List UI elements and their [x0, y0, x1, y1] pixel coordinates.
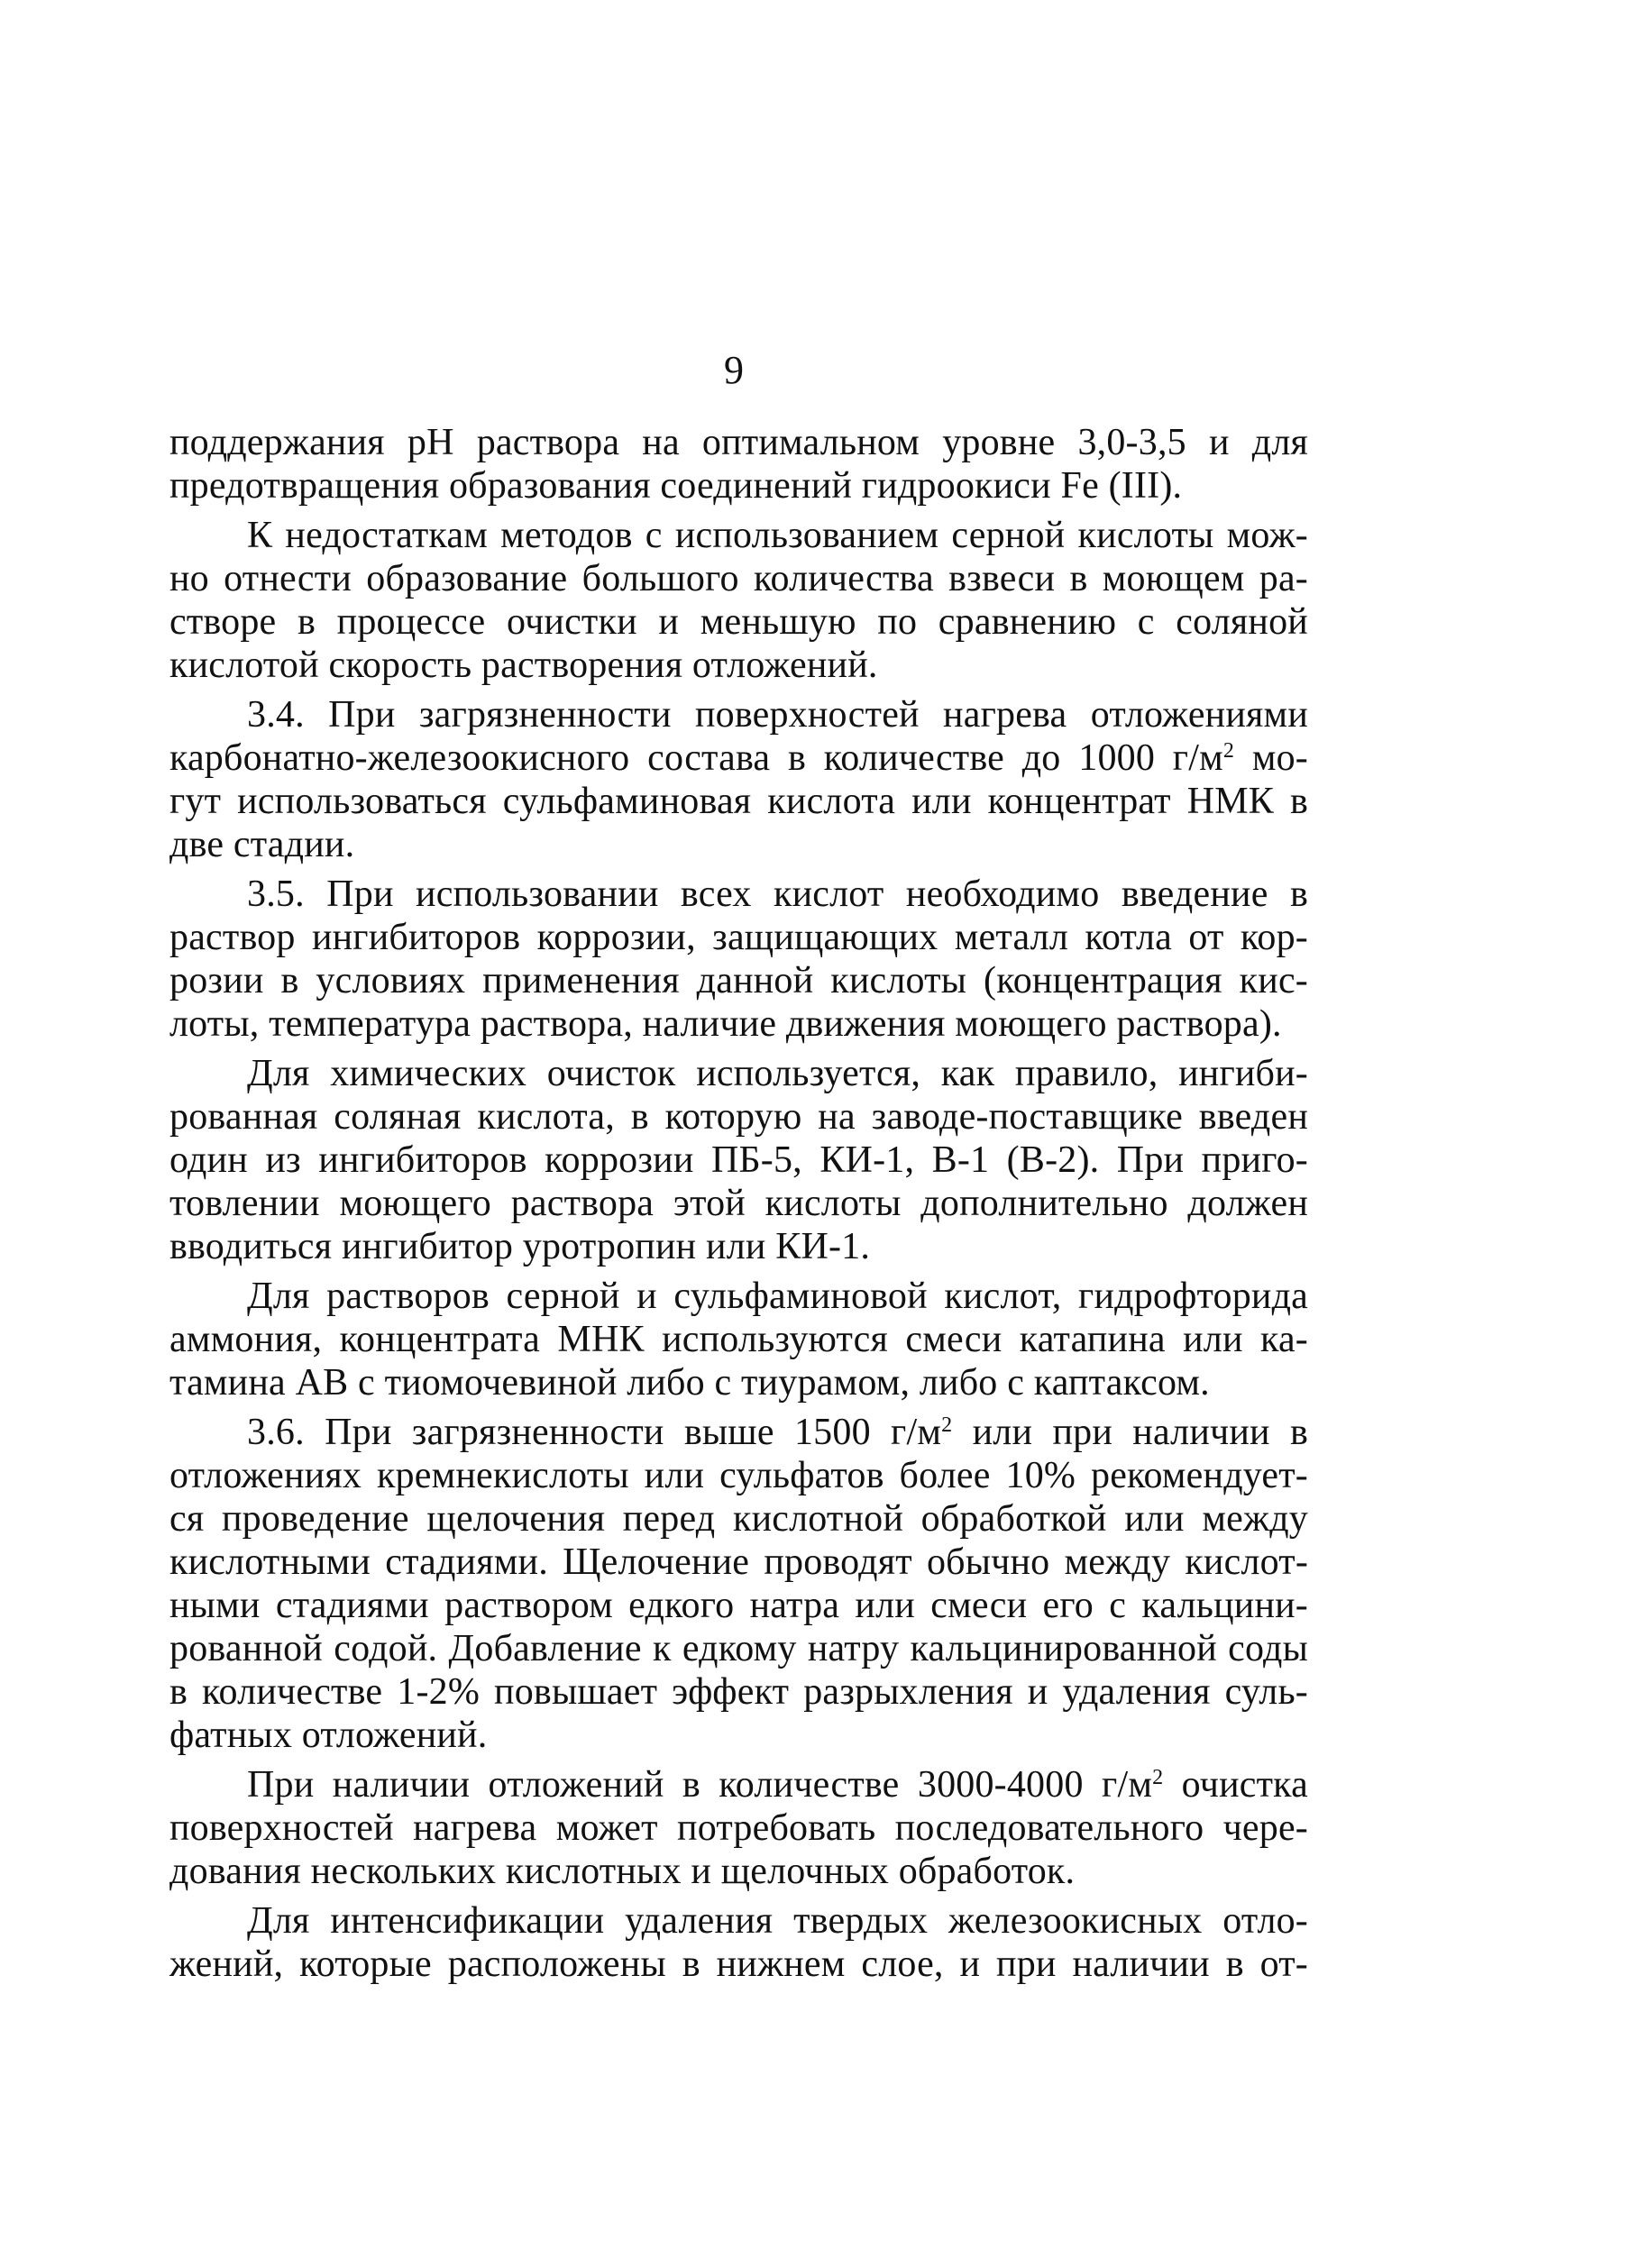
paragraph — [169, 693, 1308, 866]
paragraph — [169, 514, 1308, 687]
document-body — [169, 421, 1308, 1992]
text-line: ными стадиями раствором едкого натра или смеси его с кальцини- — [169, 1585, 1308, 1626]
paragraph — [169, 1275, 1308, 1404]
text-line: При наличии отложений в количестве 3000-4000 $г/м^2$ очистка — [247, 1764, 1308, 1806]
page-number: 9 — [724, 348, 744, 392]
text-line: гут использоваться сульфаминовая кислота или концентрат НМК в — [169, 781, 1308, 822]
text-line: в количестве 1-2% повышает эффект разрыхления и удаления суль- — [169, 1671, 1308, 1713]
text-line: раствор ингибиторов коррозии, защищающих металл котла от кор- — [169, 917, 1308, 958]
text-line: дования нескольких кислотных и щелочных обработок. — [169, 1851, 1076, 1892]
text-line: рованная соляная кислота, в которую на заводе-поставщике введен — [169, 1096, 1308, 1138]
text-line: поверхностей нагрева может потребовать последовательного чере- — [169, 1807, 1308, 1849]
text-line: Для химических очисток используется, как правило, ингиби- — [247, 1053, 1308, 1094]
text-line: отложениях кремнекислоты или сульфатов более 10% рекомендует- — [169, 1455, 1308, 1496]
text-line: кислотой скорость растворения отложений. — [169, 645, 878, 686]
text-line: 3.5. При использовании всех кислот необходимо введение в — [247, 873, 1308, 915]
text-line: рованной содой. Добавление к едкому натру кальцинированной соды — [169, 1628, 1308, 1669]
text-line: 3.6. При загрязненности выше 1500 $г/м^2$ или при наличии в — [247, 1412, 1309, 1453]
text-line: вводиться ингибитор уротропин или КИ-1. — [169, 1226, 871, 1267]
text-line: предотвращения образования соединений гидроокиси Fe (III). — [169, 465, 1183, 507]
text-line: К недостаткам методов с использованием серной кислоты мож- — [247, 515, 1308, 556]
text-line: лоты, температура раствора, наличие движения моющего раствора). — [169, 1003, 1282, 1045]
text-line: поддержания pH раствора на оптимальном уровне 3,0-3,5 и для — [169, 422, 1308, 463]
paragraph — [169, 1763, 1308, 1893]
text-line: Для интенсификации удаления твердых железоокисных отло- — [247, 1900, 1308, 1942]
text-line: 3.4. При загрязненности поверхностей нагрева отложениями — [247, 694, 1308, 736]
text-line: кислотными стадиями. Щелочение проводят обычно между кислот- — [169, 1541, 1308, 1583]
paragraph — [169, 1899, 1308, 1986]
text-line: жений, которые расположены в нижнем слое, и при наличии в от- — [169, 1943, 1308, 1985]
text-line: но отнести образование большого количества взвеси в моющем ра- — [169, 558, 1308, 599]
text-line: аммония, концентрата МНК используются смеси катапина или ка- — [169, 1319, 1308, 1360]
text-line: две стадии. — [169, 824, 355, 865]
text-line: товлении моющего раствора этой кислоты дополнительно должен — [169, 1183, 1308, 1224]
text-line: створе в процессе очистки и меньшую по сравнению с соляной — [169, 601, 1308, 643]
text-line: один из ингибиторов коррозии ПБ-5, КИ-1, В-1 (В-2). При приго- — [169, 1139, 1308, 1181]
text-line: ся проведение щелочения перед кислотной обработкой или между — [169, 1498, 1308, 1540]
text-line: Для растворов серной и сульфаминовой кислот, гидрофторида — [247, 1276, 1308, 1317]
text-line: карбонатно-железоокисного состава в количестве до 1000 $г/м^2$ мо- — [169, 737, 1308, 779]
paragraph — [169, 873, 1308, 1046]
paragraph — [169, 1411, 1308, 1757]
paragraph — [169, 1052, 1308, 1268]
text-line: розии в условиях применения данной кислоты (концентрация кис- — [169, 960, 1308, 1001]
text-line: фатных отложений. — [169, 1715, 488, 1756]
paragraph — [169, 421, 1308, 508]
text-line: тамина АВ с тиомочевиной либо с тиурамом, либо с каптаксом. — [169, 1362, 1210, 1404]
